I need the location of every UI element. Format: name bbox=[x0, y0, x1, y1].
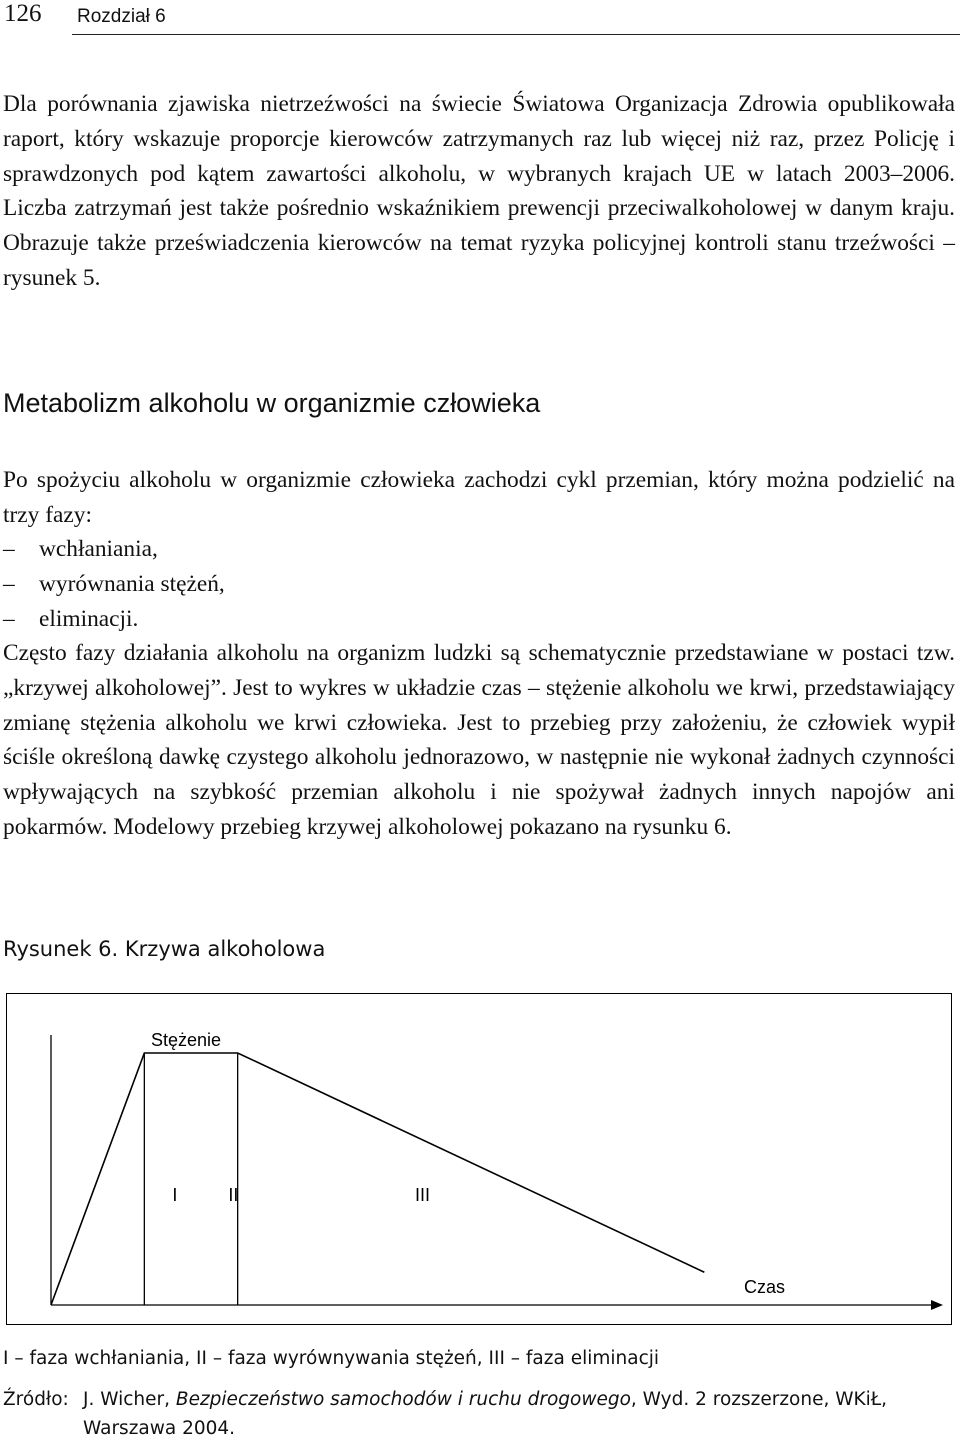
running-title: Rozdział 6 bbox=[77, 6, 166, 27]
source-place-year: Warszawa 2004. bbox=[83, 1418, 236, 1439]
x-axis-arrow bbox=[931, 1300, 943, 1310]
chart-svg bbox=[7, 994, 951, 1324]
x-axis-label: Czas bbox=[744, 1277, 786, 1297]
source-title: Bezpieczeństwo samochodów i ruchu drogowego bbox=[175, 1389, 631, 1410]
phase-label: III bbox=[415, 1185, 431, 1205]
paragraph-alcohol-curve: Często fazy działania alkoholu na organizm ludzki są schematycznie przedstawiane w postaci tzw. „krzywej alkoholowej”. Jest to wykres w układzie czas – stężenie alkoholu we krwi, przedstawiający zmianę stężenia alkoholu we krwi człowieka. Jest to przebieg przy założeniu, że człowiek wypił ściśle określoną dawkę czystego alkoholu jednorazowo, w następnie nie wykonał żadnych czynności wpływających na szybkość przemian alkoholu i nie spożywał żadnych innych napojów ani pokarmów. Modelowy przebieg krzywej alkoholowej pokazano na rysunku 6. bbox=[3, 640, 955, 840]
header-rule bbox=[72, 34, 960, 35]
list-item: – wyrównania stężeń, bbox=[3, 570, 225, 597]
phase-label: II bbox=[228, 1185, 239, 1205]
figure-legend: I – faza wchłaniania, II – faza wyrównywania stężeń, III – faza eliminacji bbox=[3, 1348, 660, 1369]
paragraph-who-report: Dla porównania zjawiska nietrzeźwości na świecie Światowa Organizacja Zdrowia opublikowała raport, który wskazuje proporcje kierowców zatrzymanych raz lub więcej niż raz, przez Policję i sprawdzonych pod kątem zawartości alkoholu, w wybranych krajach UE w latach 2003–2006. Liczba zatrzymań jest także pośrednio wskaźnikiem prewencji przeciwalkoholowej w danym kraju. Obrazuje także przeświadczenia kierowców na temat ryzyka policyjnej kontroli stanu trzeźwości – rysunek 5. bbox=[3, 91, 955, 291]
page-number: 126 bbox=[4, 0, 42, 27]
section-heading: Metabolizm alkoholu w organizmie człowieka bbox=[3, 388, 541, 418]
source-publisher: , Wyd. 2 rozszerzone, WKiŁ, bbox=[630, 1389, 888, 1410]
page-header bbox=[0, 0, 960, 40]
list-item: – wchłaniania, bbox=[3, 536, 158, 562]
alcohol-curve-line bbox=[51, 1053, 704, 1305]
figure-source bbox=[3, 1385, 955, 1443]
source-label: Źródło: bbox=[3, 1389, 69, 1410]
paragraph-phases-intro: Po spożyciu alkoholu w organizmie człowieka zachodzi cykl przemian, który można podzielić na trzy fazy: bbox=[3, 467, 955, 528]
list-item: – eliminacji. bbox=[3, 605, 139, 632]
phases-list bbox=[3, 532, 955, 636]
figure-caption: Rysunek 6. Krzywa alkoholowa bbox=[3, 937, 326, 961]
y-axis-label: Stężenie bbox=[151, 1030, 222, 1050]
source-author: J. Wicher, bbox=[83, 1389, 176, 1410]
alcohol-curve-chart bbox=[6, 993, 952, 1325]
phase-label: I bbox=[172, 1185, 178, 1205]
